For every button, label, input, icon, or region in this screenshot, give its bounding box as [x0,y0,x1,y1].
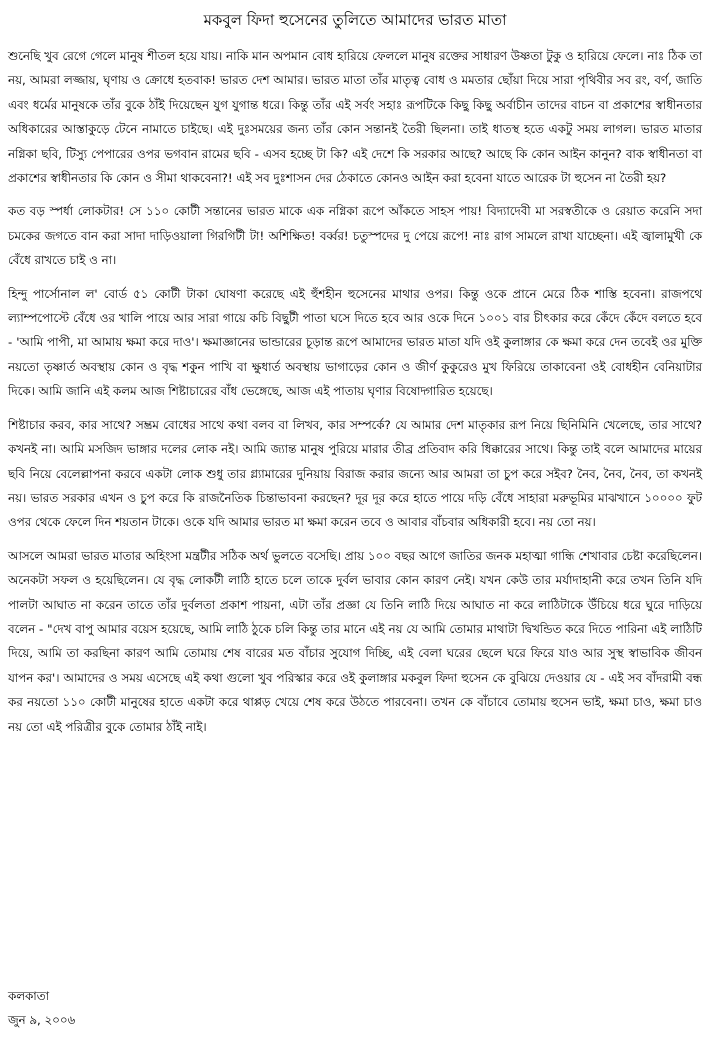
signoff-place: কলকাতা [8,989,49,1003]
paragraph: আসলে আমরা ভারত মাতার অহিংসা মন্ত্রটীর সঠিক অর্থ ভুলতে বসেছি। প্রায় ১০০ বছর আগে জাতির জনক মহাত্মা গান্ধি শেখাবার চেষ্টা করেছিলেন। অনেকটা সফল ও হয়েছিলেন। যে বৃদ্ধ লোকটী লাঠি হাতে চলে তাকে দুর্বল ভাবার কোন কারণ নেই। যখন কেউ তার মর্যাদাহানী করে তখন তিনি যদি পালটা আঘাত না করেন তাতে তাঁর দুর্বলতা প্রকাশ পায়না, এটা তাঁর প্রজ্ঞা যে তিনি লাঠি দিয়ে আঘাত না করে লাঠিটাকে উঁচিয়ে ধরে ঘুরে দাড়িয়ে বলেন - "দেখ বাপু আমার বয়েস হয়েছে, আমি লাঠি ঠুকে চলি কিন্তু তার মানে এই নয় যে আমি তোমার মাথাটা দ্বিখন্ডিত করে দিতে পারিনা এই লাঠিটি দিয়ে, আমি তা করছিনা কারণ আমি তোমায় শেষ বারের মত বাঁচার সুযোগ দিচ্ছি, এই বেলা ঘরের ছেলে ঘরে ফিরে যাও আর সুস্থ স্বাভাবিক জীবন যাপন কর'। আমাদের ও সময় এসেছে এই কথা গুলো খুব পরিস্কার করে ওই কুলাঙ্গার মকবুল ফিদা হুসেন কে বুঝিয়ে দেওয়ার যে - এই সব বাঁদরামী বন্ধ কর নয়তো ১১০ কোটী মানুষের হাতে একটা করে থাপ্পড় খেয়ে শেষ করে উঠতে পারবেনা। তখন কে বাঁচাবে তোমায় হুসেন ভাই, ক্ষমা চাও, ক্ষমা চাও নয় তো এই পরিত্রীর বুকে তোমার ঠাঁই নাই। [8,548,702,734]
document-title: মকবুল ফিদা হুসেনের তুলিতে আমাদের ভারত মাতা [203,11,507,29]
signoff-date: জুন ৯, ২০০৬ [8,1013,76,1027]
paragraph: শিষ্টাচার করব, কার সাথে? সম্ভ্রম বোধের সাথে কথা বলব বা লিখব, কার সম্পর্কে? যে আমার দেশ মাতৃকার রূপ নিয়ে ছিনিমিনি খেলেছে, তার সাথে? কখনই না। আমি মসজিদ ভাঙ্গার দলের লোক নই। আমি জ্যান্ত মানুষ পুরিয়ে মারার তীব্র প্রতিবাদ করি ধিক্কারের সাথে। কিন্তু তাই বলে আমাদের মায়ের ছবি নিয়ে বেলেল্লাপনা করবে একটা লোক শুধু তার গ্ল্যামারের দুনিয়ায় বিরাজ করার জন্যে আর আমরা তা চুপ করে সইব? নৈব, নৈব, নৈব, তা কখনই নয়। ভারত সরকার এখন ও চুপ করে কি রাজনৈতিক চিন্তাভাবনা করছেন? দূর দূর করে হাতে পায়ে দড়ি বেঁধে সাহারা মরুভূমির মাঝখানে ১০০০০ ফুট ওপর থেকে ফেলে দিন শয়তান টাকে। ওকে যদি আমার ভারত মা ক্ষমা করেন তবে ও আবার বাঁচবার অধিকারী হবে। নয় তো নয়। [8,417,702,530]
document-body [8,44,702,739]
paragraph: হিন্দু পার্সোনাল ল' বোর্ড ৫১ কোটী টাকা ঘোষণা করেছে এই হুঁশহীন হুসেনের মাথার ওপর। কিন্তু ওকে প্রানে মেরে ঠিক শাস্তি হবেনা। রাজপথে ল্যাম্পপোস্টে বেঁধে ওর খালি পায়ে আর সারা গায়ে কচি বিছুটী পাতা ঘসে দিতে হবে আর ওকে দিনে ১০০১ বার চীৎকার করে কেঁদে কেঁদে বলতে হবে - 'আমি পাপী, মা আমায় ক্ষমা করে দাও'। ক্ষমাজ্ঞানের ভান্ডারের চূড়ান্ত রূপে আমাদের ভারত মাতা যদি ওই কুলাঙ্গার কে ক্ষমা করে দেন তবেই ওর মুক্তি নয়তো তৃষ্ণার্ত অবস্থায় কোন ও বৃদ্ধ শকুন পাখি বা ক্ষুধার্ত অবস্থায় ভাগাড়ের কোন ও জীর্ণ কুকুরেও মুখ ফিরিয়ে তাকাবেনা ওই বোধহীন বেনিয়াটার দিকে। আমি জানি এই কলম আজ শিষ্টাচারের বাঁধ ভেঙ্গেছে, আজ এই পাতায় ঘৃণার বিষোদ্গারিত হয়েছে। [8,286,702,399]
signoff [8,984,75,1032]
paragraph: কত বড় স্পর্ধা লোকটার! সে ১১০ কোটী সন্তানের ভারত মাকে এক নগ্নিকা রূপে আঁকতে সাহস পায়! বিদ্যাদেবী মা সরস্বতীকে ও রেয়াত করেনি সদা চমকের জগতে বান করা সাদা দাড়িওয়ালা গিরগিটী টা! অশিক্ষিত! বর্ব্বর! চতুস্পদের দু পেয়ে রূপে! নাঃ রাগ সামলে রাখা যাচ্ছেনা। এই জ্বালামুখী কে বেঁধে রাখতে চাই ও না। [8,204,702,268]
paragraph: শুনেছি খুব রেগে গেলে মানুষ শীতল হয়ে যায়। নাকি মান অপমান বোধ হারিয়ে ফেললে মানুষ রক্তের সাধারণ উষ্ণতা টুকু ও হারিয়ে ফেলে। নাঃ ঠিক তা নয়, আমরা লজ্জায়, ঘৃণায় ও ক্রোধে হতবাক! ভারত দেশ আমার। ভারত মাতা তাঁর মাতৃত্ব বোধ ও মমতার ছোঁয়া দিয়ে সারা পৃথিবীর সব রং, বর্ণ, জাতি এবং ধর্মের মানুষকে তাঁর বুকে ঠাঁই দিয়েছেন যুগ যুগান্ত ধরে। কিন্তু তাঁর এই সর্বং সহাঃ রূপটিকে কিছু কিছু অর্বাচীন তাদের বাচন বা প্রকাশের স্বাধীনতার অধিকারের আস্তাকুড়ে টেনে নামাতে চাইছে। এই দুঃসময়ের জন্য তাঁর কোন সন্তানই তৈরী ছিলনা। তাই ধাতস্থ হতে একটু সময় লাগল। ভারত মাতার নগ্নিকা ছবি, টিস্যু পেপারের ওপর ভগবান রামের ছবি - এসব হচ্ছে টা কি? এই দেশে কি সরকার আছে? আছে কি কোন আইন কানুন? বাক স্বাধীনতা বা প্রকাশের স্বাধীনতার কি কোন ও সীমা থাকবেনা?! এই সব দুঃশাসন দের ঠেকাতে কোনও আইন করা হবেনা যাতে আরেক টা হুসেন না তৈরী হয়? [8,49,702,186]
